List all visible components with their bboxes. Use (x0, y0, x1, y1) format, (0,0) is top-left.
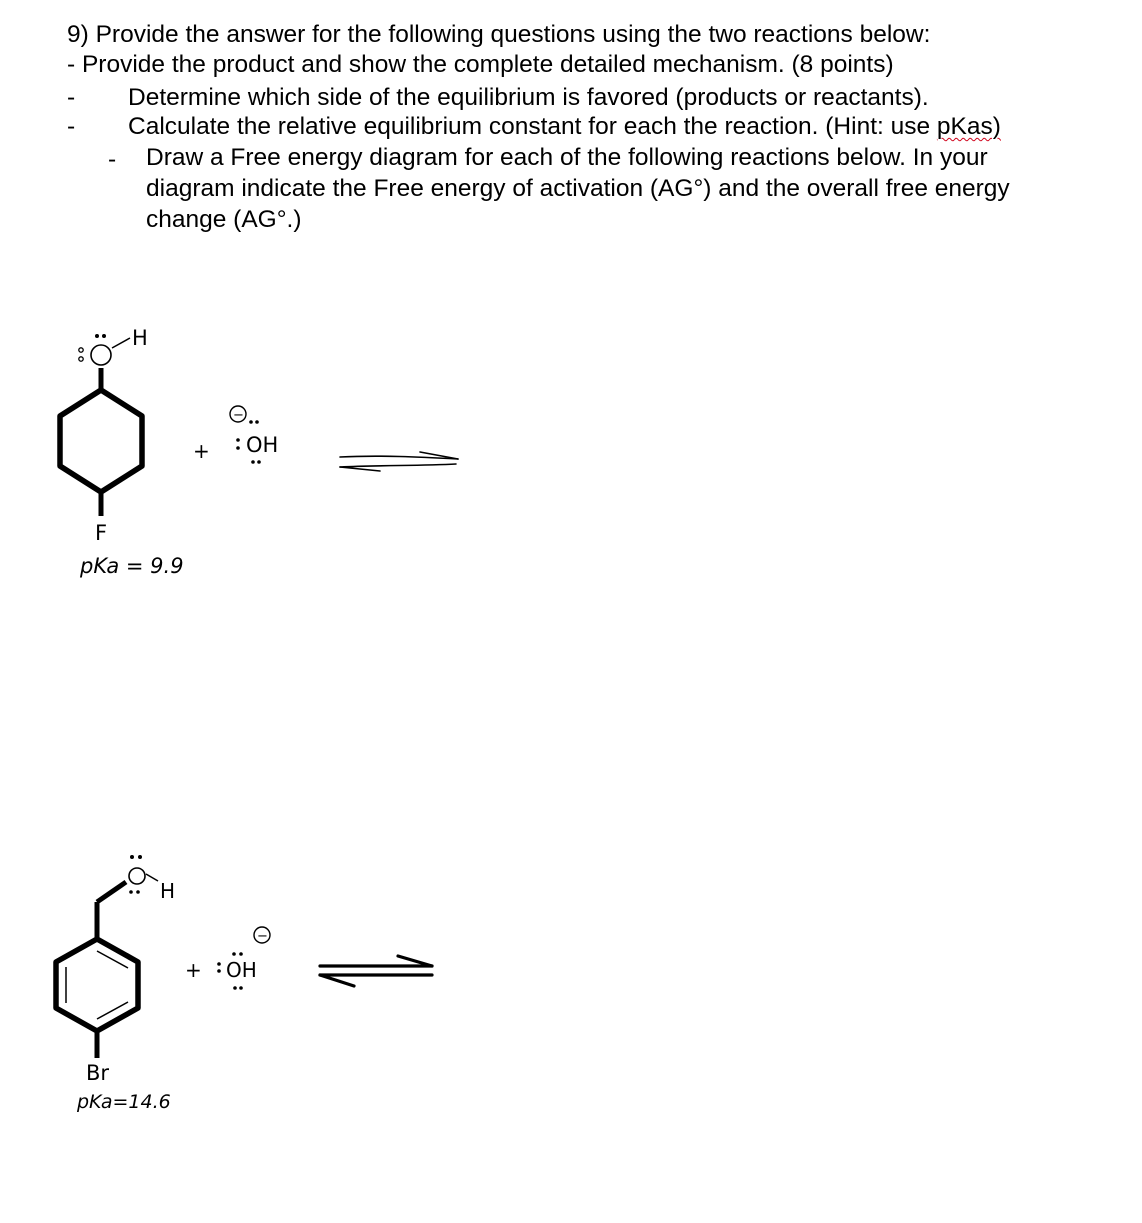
bullet-energy-diagram-a: Draw a Free energy diagram for each of the following reactions below. In your (146, 144, 988, 171)
lone-pair-dot (129, 890, 133, 894)
lone-pair-dot (138, 855, 142, 859)
plus-sign: + (193, 439, 210, 463)
lone-pair-dot (95, 334, 99, 338)
reaction-1 (60, 326, 458, 578)
bullet-text: Determine which side of the equilibrium is favored (products or reactants). (128, 84, 929, 111)
lone-pair-dot (130, 855, 134, 859)
lone-pair-dot (79, 348, 83, 352)
pka-label: pKa = 9.9 (80, 554, 184, 578)
bullet-dash: - (108, 146, 117, 173)
bond-o-h (112, 338, 130, 348)
fluorine-label: F (95, 521, 108, 545)
plus-sign: + (185, 958, 202, 982)
lone-pair-dot (217, 969, 221, 973)
bond-o-h (146, 874, 158, 881)
hydroxide-ion (217, 927, 270, 990)
oxygen-atom (91, 345, 111, 365)
hydroxide-ion (230, 406, 278, 464)
lone-pair-dot (239, 986, 243, 990)
lone-pair-dot (257, 460, 261, 464)
lone-pair-dot (102, 334, 106, 338)
cyclohexane-ring (60, 390, 142, 492)
lone-pair-dot (249, 420, 253, 424)
lone-pair-dot (255, 420, 259, 424)
question-line-mechanism: - Provide the product and show the complete detailed mechanism. (8 points) (67, 51, 894, 78)
lone-pair-dot (79, 357, 83, 361)
oxygen-atom (129, 868, 145, 884)
lone-pair-dot (239, 952, 243, 956)
question-title: 9) Provide the answer for the following questions using the two reactions below: (67, 21, 931, 48)
bullet-energy-diagram-b: diagram indicate the Free energy of activation (AG°) and the overall free energy (146, 175, 1010, 202)
bond-ch2-o (97, 882, 126, 902)
equilibrium-arrows (340, 452, 458, 471)
pka-label: pKa=14.6 (77, 1091, 171, 1113)
lone-pair-dot (236, 438, 240, 442)
lone-pair-dot (233, 986, 237, 990)
lone-pair-dot (251, 460, 255, 464)
lone-pair-dot (232, 952, 236, 956)
bullet-text: Calculate the relative equilibrium constant for each the reaction. (Hint: use (128, 113, 937, 140)
charge-sign: − (233, 408, 244, 423)
hydrogen-label: H (132, 326, 148, 350)
reaction-2 (56, 855, 432, 1113)
bullet-energy-diagram-c: change (AG°.) (146, 206, 302, 233)
lone-pair-dot (236, 446, 240, 450)
hydroxide-label: OH (246, 433, 279, 457)
bromine-label: Br (86, 1061, 110, 1085)
charge-sign: − (257, 929, 268, 944)
lone-pair-dot (136, 890, 140, 894)
hydrogen-label: H (160, 879, 176, 903)
hydroxide-label: OH (226, 958, 257, 982)
lone-pair-dot (217, 962, 221, 966)
equilibrium-arrows (320, 956, 432, 986)
benzene-ring (56, 939, 138, 1031)
bullet-dash: - (67, 113, 76, 140)
spellcheck-word: pKas) (936, 113, 1001, 140)
bullet-dash: - (67, 84, 76, 111)
